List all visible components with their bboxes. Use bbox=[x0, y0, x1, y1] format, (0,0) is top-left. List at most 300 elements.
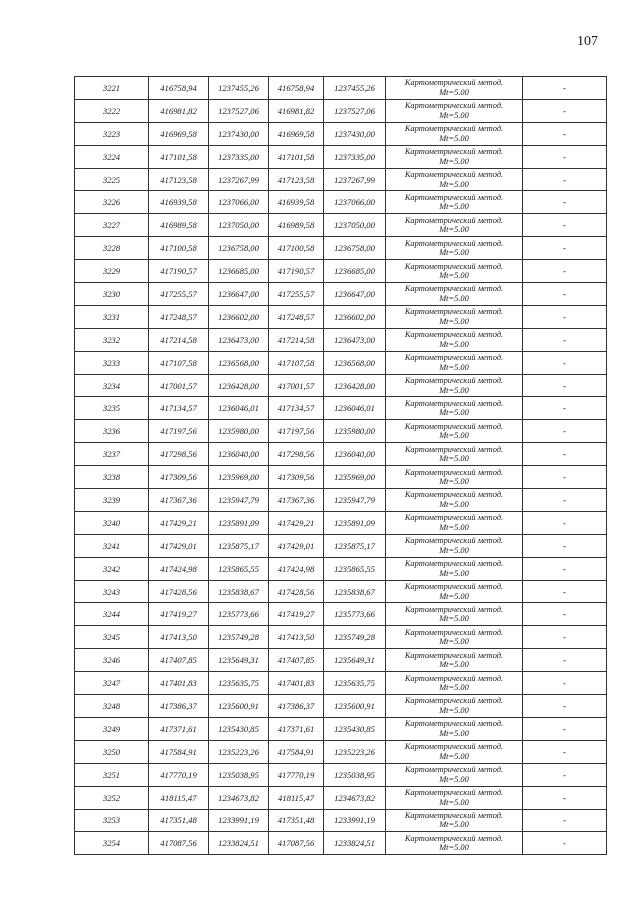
table-row bbox=[75, 397, 607, 420]
x-new-cell: 417255,57 bbox=[269, 283, 324, 306]
x-new-cell: 417298,56 bbox=[269, 443, 324, 466]
method-accuracy: Mt=5.00 bbox=[439, 179, 469, 189]
x-new-cell: 417197,56 bbox=[269, 420, 324, 443]
note-cell: - bbox=[523, 214, 607, 237]
table-row bbox=[75, 214, 607, 237]
y-new-cell: 1236647,00 bbox=[324, 283, 386, 306]
y-new-cell: 1235749,28 bbox=[324, 626, 386, 649]
method-cell bbox=[386, 534, 523, 557]
y-existing-cell: 1236428,00 bbox=[209, 374, 269, 397]
y-existing-cell: 1235875,17 bbox=[209, 534, 269, 557]
x-existing-cell: 417429,01 bbox=[149, 534, 209, 557]
method-cell bbox=[386, 557, 523, 580]
point-number-cell: 3250 bbox=[75, 740, 149, 763]
y-existing-cell: 1235865,55 bbox=[209, 557, 269, 580]
method-name: Картометрический метод. bbox=[404, 376, 504, 386]
x-existing-cell: 417770,19 bbox=[149, 763, 209, 786]
method-accuracy: Mt=5.00 bbox=[439, 202, 469, 212]
y-new-cell: 1235649,31 bbox=[324, 649, 386, 672]
method-cell bbox=[386, 809, 523, 832]
note-cell: - bbox=[523, 489, 607, 512]
x-existing-cell: 417101,58 bbox=[149, 145, 209, 168]
y-new-cell: 1236046,01 bbox=[324, 397, 386, 420]
method-name: Картометрический метод. bbox=[404, 604, 504, 614]
table-row bbox=[75, 763, 607, 786]
y-existing-cell: 1235947,79 bbox=[209, 489, 269, 512]
x-existing-cell: 417134,57 bbox=[149, 397, 209, 420]
x-existing-cell: 417428,56 bbox=[149, 580, 209, 603]
y-existing-cell: 1235649,31 bbox=[209, 649, 269, 672]
y-existing-cell: 1235891,09 bbox=[209, 511, 269, 534]
method-name: Картометрический метод. bbox=[404, 833, 504, 843]
y-new-cell: 1235838,67 bbox=[324, 580, 386, 603]
x-existing-cell: 417413,50 bbox=[149, 626, 209, 649]
note-cell: - bbox=[523, 626, 607, 649]
note-cell: - bbox=[523, 397, 607, 420]
method-accuracy: Mt=5.00 bbox=[439, 820, 469, 830]
method-cell bbox=[386, 695, 523, 718]
x-new-cell: 416758,94 bbox=[269, 77, 324, 100]
y-existing-cell: 1237455,26 bbox=[209, 77, 269, 100]
point-number-cell: 3236 bbox=[75, 420, 149, 443]
method-accuracy: Mt=5.00 bbox=[439, 133, 469, 143]
x-new-cell: 417419,27 bbox=[269, 603, 324, 626]
table-row bbox=[75, 328, 607, 351]
note-cell: - bbox=[523, 580, 607, 603]
method-cell bbox=[386, 672, 523, 695]
method-name: Картометрический метод. bbox=[404, 582, 504, 592]
note-cell: - bbox=[523, 351, 607, 374]
method-cell bbox=[386, 283, 523, 306]
table-row bbox=[75, 443, 607, 466]
method-cell bbox=[386, 717, 523, 740]
note-cell: - bbox=[523, 511, 607, 534]
y-existing-cell: 1234673,82 bbox=[209, 786, 269, 809]
y-existing-cell: 1236568,00 bbox=[209, 351, 269, 374]
point-number-cell: 3223 bbox=[75, 122, 149, 145]
method-name: Картометрический метод. bbox=[404, 490, 504, 500]
table-row bbox=[75, 557, 607, 580]
method-cell bbox=[386, 374, 523, 397]
method-cell bbox=[386, 77, 523, 100]
y-new-cell: 1235875,17 bbox=[324, 534, 386, 557]
y-new-cell: 1235223,26 bbox=[324, 740, 386, 763]
method-name: Картометрический метод. bbox=[404, 192, 504, 202]
note-cell: - bbox=[523, 237, 607, 260]
point-number-cell: 3243 bbox=[75, 580, 149, 603]
method-accuracy: Mt=5.00 bbox=[439, 591, 469, 601]
method-cell bbox=[386, 443, 523, 466]
method-name: Картометрический метод. bbox=[404, 215, 504, 225]
y-new-cell: 1237430,00 bbox=[324, 122, 386, 145]
method-accuracy: Mt=5.00 bbox=[439, 728, 469, 738]
method-name: Картометрический метод. bbox=[404, 513, 504, 523]
x-existing-cell: 417424,98 bbox=[149, 557, 209, 580]
note-cell: - bbox=[523, 99, 607, 122]
y-existing-cell: 1233824,51 bbox=[209, 832, 269, 855]
point-number-cell: 3221 bbox=[75, 77, 149, 100]
method-cell bbox=[386, 168, 523, 191]
method-name: Картометрический метод. bbox=[404, 559, 504, 569]
x-existing-cell: 418115,47 bbox=[149, 786, 209, 809]
table-row bbox=[75, 99, 607, 122]
y-existing-cell: 1235980,00 bbox=[209, 420, 269, 443]
x-new-cell: 417386,37 bbox=[269, 695, 324, 718]
method-name: Картометрический метод. bbox=[404, 467, 504, 477]
y-new-cell: 1237335,00 bbox=[324, 145, 386, 168]
x-new-cell: 416939,58 bbox=[269, 191, 324, 214]
note-cell: - bbox=[523, 534, 607, 557]
x-existing-cell: 417309,56 bbox=[149, 466, 209, 489]
x-new-cell: 416981,82 bbox=[269, 99, 324, 122]
x-existing-cell: 417001,57 bbox=[149, 374, 209, 397]
table-row bbox=[75, 580, 607, 603]
note-cell: - bbox=[523, 603, 607, 626]
method-accuracy: Mt=5.00 bbox=[439, 614, 469, 624]
y-existing-cell: 1235635,75 bbox=[209, 672, 269, 695]
point-number-cell: 3231 bbox=[75, 305, 149, 328]
x-existing-cell: 416989,58 bbox=[149, 214, 209, 237]
point-number-cell: 3246 bbox=[75, 649, 149, 672]
method-accuracy: Mt=5.00 bbox=[439, 545, 469, 555]
table-row bbox=[75, 489, 607, 512]
x-new-cell: 417367,36 bbox=[269, 489, 324, 512]
y-existing-cell: 1236685,00 bbox=[209, 260, 269, 283]
method-name: Картометрический метод. bbox=[404, 421, 504, 431]
page-number: 107 bbox=[577, 34, 598, 49]
x-existing-cell: 417419,27 bbox=[149, 603, 209, 626]
table-row bbox=[75, 351, 607, 374]
method-accuracy: Mt=5.00 bbox=[439, 843, 469, 853]
y-new-cell: 1235430,85 bbox=[324, 717, 386, 740]
y-new-cell: 1237455,26 bbox=[324, 77, 386, 100]
y-new-cell: 1235969,00 bbox=[324, 466, 386, 489]
y-new-cell: 1237050,00 bbox=[324, 214, 386, 237]
x-new-cell: 417429,21 bbox=[269, 511, 324, 534]
x-existing-cell: 417248,57 bbox=[149, 305, 209, 328]
method-cell bbox=[386, 260, 523, 283]
x-new-cell: 417100,58 bbox=[269, 237, 324, 260]
method-accuracy: Mt=5.00 bbox=[439, 271, 469, 281]
x-new-cell: 418115,47 bbox=[269, 786, 324, 809]
method-cell bbox=[386, 237, 523, 260]
note-cell: - bbox=[523, 466, 607, 489]
method-name: Картометрический метод. bbox=[404, 238, 504, 248]
point-number-cell: 3225 bbox=[75, 168, 149, 191]
point-number-cell: 3248 bbox=[75, 695, 149, 718]
table-row bbox=[75, 260, 607, 283]
y-new-cell: 1236568,00 bbox=[324, 351, 386, 374]
table-row bbox=[75, 122, 607, 145]
table-row bbox=[75, 191, 607, 214]
method-accuracy: Mt=5.00 bbox=[439, 87, 469, 97]
x-new-cell: 417107,58 bbox=[269, 351, 324, 374]
x-existing-cell: 417367,36 bbox=[149, 489, 209, 512]
method-accuracy: Mt=5.00 bbox=[439, 431, 469, 441]
x-existing-cell: 417100,58 bbox=[149, 237, 209, 260]
y-existing-cell: 1236040,00 bbox=[209, 443, 269, 466]
note-cell: - bbox=[523, 557, 607, 580]
note-cell: - bbox=[523, 649, 607, 672]
y-existing-cell: 1235773,66 bbox=[209, 603, 269, 626]
note-cell: - bbox=[523, 763, 607, 786]
x-existing-cell: 417386,37 bbox=[149, 695, 209, 718]
y-new-cell: 1237527,06 bbox=[324, 99, 386, 122]
method-accuracy: Mt=5.00 bbox=[439, 454, 469, 464]
y-existing-cell: 1237066,00 bbox=[209, 191, 269, 214]
note-cell: - bbox=[523, 420, 607, 443]
x-existing-cell: 417371,61 bbox=[149, 717, 209, 740]
y-new-cell: 1233991,19 bbox=[324, 809, 386, 832]
table-row bbox=[75, 511, 607, 534]
y-existing-cell: 1233991,19 bbox=[209, 809, 269, 832]
method-cell bbox=[386, 649, 523, 672]
point-number-cell: 3247 bbox=[75, 672, 149, 695]
point-number-cell: 3235 bbox=[75, 397, 149, 420]
point-number-cell: 3238 bbox=[75, 466, 149, 489]
note-cell: - bbox=[523, 191, 607, 214]
y-existing-cell: 1237267,99 bbox=[209, 168, 269, 191]
note-cell: - bbox=[523, 695, 607, 718]
y-existing-cell: 1235749,28 bbox=[209, 626, 269, 649]
method-cell bbox=[386, 832, 523, 855]
method-accuracy: Mt=5.00 bbox=[439, 477, 469, 487]
y-new-cell: 1235947,79 bbox=[324, 489, 386, 512]
y-new-cell: 1235038,95 bbox=[324, 763, 386, 786]
y-new-cell: 1235865,55 bbox=[324, 557, 386, 580]
table-row bbox=[75, 305, 607, 328]
table-row bbox=[75, 603, 607, 626]
point-number-cell: 3249 bbox=[75, 717, 149, 740]
y-new-cell: 1236473,00 bbox=[324, 328, 386, 351]
note-cell: - bbox=[523, 786, 607, 809]
y-new-cell: 1235600,91 bbox=[324, 695, 386, 718]
table-row bbox=[75, 649, 607, 672]
note-cell: - bbox=[523, 168, 607, 191]
x-new-cell: 417424,98 bbox=[269, 557, 324, 580]
x-new-cell: 417407,85 bbox=[269, 649, 324, 672]
point-number-cell: 3252 bbox=[75, 786, 149, 809]
note-cell: - bbox=[523, 374, 607, 397]
x-new-cell: 417123,58 bbox=[269, 168, 324, 191]
table-row bbox=[75, 626, 607, 649]
point-number-cell: 3253 bbox=[75, 809, 149, 832]
x-existing-cell: 417190,57 bbox=[149, 260, 209, 283]
x-existing-cell: 417214,58 bbox=[149, 328, 209, 351]
x-existing-cell: 417298,56 bbox=[149, 443, 209, 466]
method-name: Картометрический метод. bbox=[404, 284, 504, 294]
x-existing-cell: 417255,57 bbox=[149, 283, 209, 306]
note-cell: - bbox=[523, 122, 607, 145]
method-cell bbox=[386, 489, 523, 512]
y-new-cell: 1234673,82 bbox=[324, 786, 386, 809]
x-new-cell: 417101,58 bbox=[269, 145, 324, 168]
y-new-cell: 1235635,75 bbox=[324, 672, 386, 695]
y-new-cell: 1236040,00 bbox=[324, 443, 386, 466]
method-cell bbox=[386, 214, 523, 237]
method-cell bbox=[386, 420, 523, 443]
y-existing-cell: 1235969,00 bbox=[209, 466, 269, 489]
x-new-cell: 417214,58 bbox=[269, 328, 324, 351]
x-existing-cell: 417107,58 bbox=[149, 351, 209, 374]
note-cell: - bbox=[523, 305, 607, 328]
note-cell: - bbox=[523, 717, 607, 740]
table-row bbox=[75, 717, 607, 740]
method-name: Картометрический метод. bbox=[404, 444, 504, 454]
method-cell bbox=[386, 740, 523, 763]
y-existing-cell: 1236758,00 bbox=[209, 237, 269, 260]
x-new-cell: 417428,56 bbox=[269, 580, 324, 603]
point-number-cell: 3230 bbox=[75, 283, 149, 306]
x-existing-cell: 416981,82 bbox=[149, 99, 209, 122]
method-name: Картометрический метод. bbox=[404, 330, 504, 340]
table-row bbox=[75, 672, 607, 695]
method-cell bbox=[386, 580, 523, 603]
x-new-cell: 417413,50 bbox=[269, 626, 324, 649]
x-existing-cell: 417407,85 bbox=[149, 649, 209, 672]
table-row bbox=[75, 809, 607, 832]
y-new-cell: 1236685,00 bbox=[324, 260, 386, 283]
table-row bbox=[75, 534, 607, 557]
table-row bbox=[75, 77, 607, 100]
method-accuracy: Mt=5.00 bbox=[439, 316, 469, 326]
x-new-cell: 416969,58 bbox=[269, 122, 324, 145]
method-name: Картометрический метод. bbox=[404, 627, 504, 637]
x-existing-cell: 416758,94 bbox=[149, 77, 209, 100]
x-new-cell: 417087,56 bbox=[269, 832, 324, 855]
y-new-cell: 1233824,51 bbox=[324, 832, 386, 855]
y-existing-cell: 1235838,67 bbox=[209, 580, 269, 603]
method-accuracy: Mt=5.00 bbox=[439, 683, 469, 693]
method-name: Картометрический метод. bbox=[404, 696, 504, 706]
method-cell bbox=[386, 122, 523, 145]
method-name: Картометрический метод. bbox=[404, 719, 504, 729]
x-new-cell: 417190,57 bbox=[269, 260, 324, 283]
x-existing-cell: 417197,56 bbox=[149, 420, 209, 443]
method-accuracy: Mt=5.00 bbox=[439, 362, 469, 372]
note-cell: - bbox=[523, 443, 607, 466]
method-name: Картометрический метод. bbox=[404, 147, 504, 157]
point-number-cell: 3224 bbox=[75, 145, 149, 168]
method-cell bbox=[386, 99, 523, 122]
note-cell: - bbox=[523, 77, 607, 100]
note-cell: - bbox=[523, 328, 607, 351]
method-accuracy: Mt=5.00 bbox=[439, 522, 469, 532]
note-cell: - bbox=[523, 260, 607, 283]
method-accuracy: Mt=5.00 bbox=[439, 797, 469, 807]
y-new-cell: 1236428,00 bbox=[324, 374, 386, 397]
table-row bbox=[75, 283, 607, 306]
table-row bbox=[75, 740, 607, 763]
method-accuracy: Mt=5.00 bbox=[439, 637, 469, 647]
point-number-cell: 3245 bbox=[75, 626, 149, 649]
y-new-cell: 1237267,99 bbox=[324, 168, 386, 191]
x-new-cell: 417429,01 bbox=[269, 534, 324, 557]
method-name: Картометрический метод. bbox=[404, 673, 504, 683]
note-cell: - bbox=[523, 740, 607, 763]
point-number-cell: 3222 bbox=[75, 99, 149, 122]
method-cell bbox=[386, 511, 523, 534]
method-name: Картометрический метод. bbox=[404, 261, 504, 271]
method-name: Картометрический метод. bbox=[404, 353, 504, 363]
x-new-cell: 417248,57 bbox=[269, 305, 324, 328]
method-cell bbox=[386, 145, 523, 168]
method-cell bbox=[386, 305, 523, 328]
method-name: Картометрический метод. bbox=[404, 101, 504, 111]
method-name: Картометрический метод. bbox=[404, 78, 504, 88]
method-accuracy: Mt=5.00 bbox=[439, 248, 469, 258]
method-name: Картометрический метод. bbox=[404, 170, 504, 179]
y-existing-cell: 1237430,00 bbox=[209, 122, 269, 145]
method-name: Картометрический метод. bbox=[404, 810, 504, 820]
point-number-cell: 3239 bbox=[75, 489, 149, 512]
point-number-cell: 3229 bbox=[75, 260, 149, 283]
y-new-cell: 1236758,00 bbox=[324, 237, 386, 260]
note-cell: - bbox=[523, 672, 607, 695]
method-cell bbox=[386, 763, 523, 786]
table-row bbox=[75, 466, 607, 489]
method-accuracy: Mt=5.00 bbox=[439, 110, 469, 120]
method-name: Картометрический метод. bbox=[404, 398, 504, 408]
point-number-cell: 3240 bbox=[75, 511, 149, 534]
point-number-cell: 3237 bbox=[75, 443, 149, 466]
table-row bbox=[75, 374, 607, 397]
note-cell: - bbox=[523, 809, 607, 832]
y-existing-cell: 1236046,01 bbox=[209, 397, 269, 420]
method-accuracy: Mt=5.00 bbox=[439, 568, 469, 578]
y-new-cell: 1235891,09 bbox=[324, 511, 386, 534]
x-new-cell: 417584,91 bbox=[269, 740, 324, 763]
method-cell bbox=[386, 328, 523, 351]
point-number-cell: 3233 bbox=[75, 351, 149, 374]
note-cell: - bbox=[523, 145, 607, 168]
y-existing-cell: 1235223,26 bbox=[209, 740, 269, 763]
y-existing-cell: 1235600,91 bbox=[209, 695, 269, 718]
note-cell: - bbox=[523, 832, 607, 855]
x-existing-cell: 417123,58 bbox=[149, 168, 209, 191]
method-cell bbox=[386, 351, 523, 374]
x-existing-cell: 417351,48 bbox=[149, 809, 209, 832]
point-number-cell: 3227 bbox=[75, 214, 149, 237]
table-row bbox=[75, 420, 607, 443]
method-name: Картометрический метод. bbox=[404, 124, 504, 134]
x-new-cell: 417309,56 bbox=[269, 466, 324, 489]
method-cell bbox=[386, 397, 523, 420]
y-existing-cell: 1235430,85 bbox=[209, 717, 269, 740]
method-cell bbox=[386, 466, 523, 489]
coordinates-table bbox=[74, 76, 607, 855]
y-new-cell: 1236602,00 bbox=[324, 305, 386, 328]
method-cell bbox=[386, 603, 523, 626]
table-row bbox=[75, 695, 607, 718]
method-accuracy: Mt=5.00 bbox=[439, 408, 469, 418]
point-number-cell: 3254 bbox=[75, 832, 149, 855]
method-accuracy: Mt=5.00 bbox=[439, 751, 469, 761]
point-number-cell: 3232 bbox=[75, 328, 149, 351]
method-accuracy: Mt=5.00 bbox=[439, 774, 469, 784]
x-existing-cell: 417429,21 bbox=[149, 511, 209, 534]
method-accuracy: Mt=5.00 bbox=[439, 339, 469, 349]
point-number-cell: 3244 bbox=[75, 603, 149, 626]
method-name: Картометрический метод. bbox=[404, 765, 504, 775]
point-number-cell: 3241 bbox=[75, 534, 149, 557]
method-name: Картометрический метод. bbox=[404, 742, 504, 752]
x-new-cell: 417001,57 bbox=[269, 374, 324, 397]
table-body bbox=[75, 77, 607, 855]
y-new-cell: 1237066,00 bbox=[324, 191, 386, 214]
x-existing-cell: 416969,58 bbox=[149, 122, 209, 145]
method-cell bbox=[386, 786, 523, 809]
